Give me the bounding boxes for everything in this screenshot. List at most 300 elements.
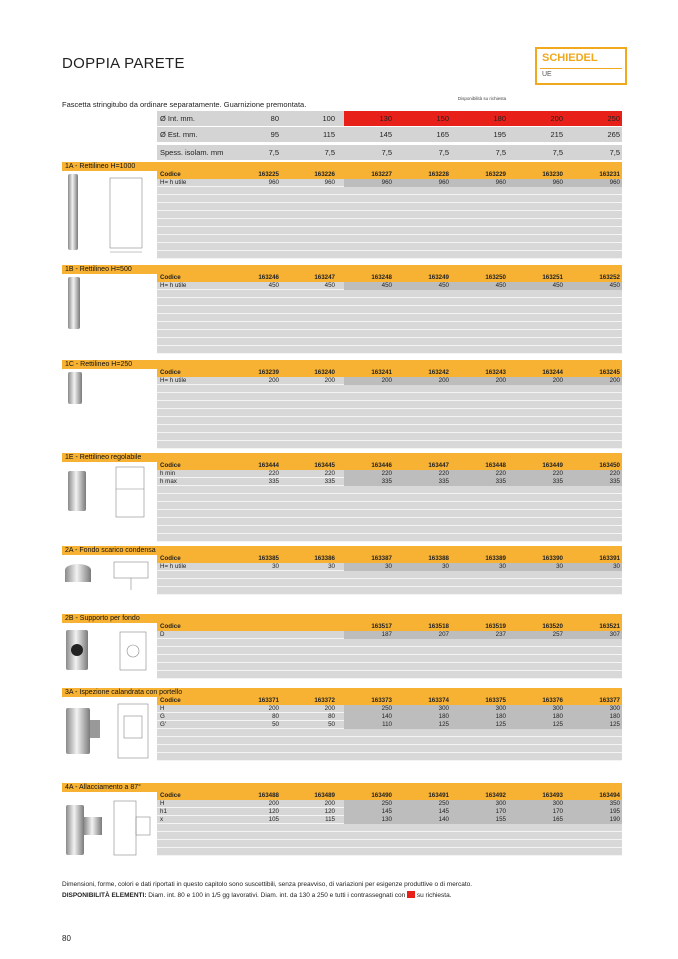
tee-87-icon xyxy=(62,795,154,870)
table-cell: 220 xyxy=(495,470,506,477)
section-title: 1B - Rettilineo H=500 xyxy=(65,266,132,273)
product-code: 163247 xyxy=(314,274,335,281)
product-code: 163242 xyxy=(428,369,449,376)
header-value: 250 xyxy=(607,114,620,123)
base-support-icon xyxy=(62,626,154,686)
table-cell: 250 xyxy=(438,800,449,807)
table-cell: 335 xyxy=(268,478,279,485)
brand-name: SCHIEDEL xyxy=(542,52,598,64)
data-grid xyxy=(157,631,622,679)
table-cell: 200 xyxy=(324,800,335,807)
table-row-empty xyxy=(157,647,622,655)
header-row-label: Ø Est. mm. xyxy=(160,130,198,139)
section-title-band xyxy=(62,783,622,792)
table-cell: 30 xyxy=(613,563,620,570)
product-code: 163252 xyxy=(599,274,620,281)
product-code: 163385 xyxy=(258,555,279,562)
header-value: 195 xyxy=(493,130,506,139)
table-row-empty xyxy=(157,510,622,518)
header-value: 7,5 xyxy=(438,148,449,157)
product-code: 163245 xyxy=(599,369,620,376)
table-row-empty xyxy=(157,663,622,671)
table-cell: 960 xyxy=(324,179,335,186)
row-label: D xyxy=(160,631,165,638)
table-cell: 125 xyxy=(552,721,563,728)
table-cell: 300 xyxy=(552,705,563,712)
intro-text: Fascetta stringitubo da ordinare separatamente. Guarnizione premontata. xyxy=(62,100,307,109)
product-code: 163231 xyxy=(599,171,620,178)
code-label: Codice xyxy=(160,369,181,376)
product-code: 163493 xyxy=(542,792,563,799)
table-cell: 960 xyxy=(609,179,620,186)
table-row xyxy=(157,800,622,808)
header-value: 145 xyxy=(379,130,392,139)
code-row xyxy=(157,462,622,470)
table-row-empty xyxy=(157,251,622,259)
code-label: Codice xyxy=(160,274,181,281)
row-label: h max xyxy=(160,478,177,485)
section-title: 2B - Supporto per fondo xyxy=(65,615,140,622)
table-row-empty xyxy=(157,409,622,417)
row-label: G xyxy=(160,713,165,720)
table-cell: 200 xyxy=(324,705,335,712)
table-row-empty xyxy=(157,824,622,832)
table-cell: 450 xyxy=(609,282,620,289)
table-cell: 960 xyxy=(438,179,449,186)
product-code: 163229 xyxy=(485,171,506,178)
header-value: 200 xyxy=(550,114,563,123)
table-cell: 300 xyxy=(552,800,563,807)
code-row xyxy=(157,274,622,282)
table-cell: 180 xyxy=(552,713,563,720)
table-cell: 450 xyxy=(268,282,279,289)
table-row-empty xyxy=(157,848,622,856)
code-row xyxy=(157,697,622,705)
table-cell: 80 xyxy=(272,713,279,720)
header-value: 7,5 xyxy=(381,148,392,157)
table-cell: 130 xyxy=(381,816,392,823)
product-code: 163225 xyxy=(258,171,279,178)
table-cell: 200 xyxy=(268,800,279,807)
table-row-empty xyxy=(157,417,622,425)
table-row-empty xyxy=(157,338,622,346)
table-row-empty xyxy=(157,235,622,243)
table-row xyxy=(157,705,622,713)
row-label: h min xyxy=(160,470,176,477)
footer-notes xyxy=(62,879,472,901)
header-value: 130 xyxy=(379,114,392,123)
table-cell: 257 xyxy=(552,631,563,638)
table-cell: 145 xyxy=(438,808,449,815)
product-code: 163391 xyxy=(599,555,620,562)
product-code: 163371 xyxy=(258,697,279,704)
data-grid xyxy=(157,377,622,449)
section-title-band xyxy=(62,688,622,697)
table-cell: 120 xyxy=(268,808,279,815)
product-code: 163387 xyxy=(371,555,392,562)
table-cell: 140 xyxy=(438,816,449,823)
table-cell: 200 xyxy=(324,377,335,384)
table-row-empty xyxy=(157,314,622,322)
section-title: 1E - Rettilineo regolabile xyxy=(65,454,142,461)
code-row xyxy=(157,623,622,631)
table-cell: 335 xyxy=(495,478,506,485)
table-cell: 125 xyxy=(495,721,506,728)
product-code: 163239 xyxy=(258,369,279,376)
table-row-empty xyxy=(157,346,622,354)
product-code: 163521 xyxy=(599,623,620,630)
table-cell: 960 xyxy=(552,179,563,186)
header-value: 265 xyxy=(607,130,620,139)
product-code: 163250 xyxy=(485,274,506,281)
code-row xyxy=(157,171,622,179)
section-title-band xyxy=(62,360,622,369)
data-grid xyxy=(157,470,622,542)
table-cell: 300 xyxy=(438,705,449,712)
header-row-label: Spess. isolam. mm xyxy=(160,148,224,157)
data-grid xyxy=(157,563,622,595)
product-code: 163447 xyxy=(428,462,449,469)
table-row-empty xyxy=(157,745,622,753)
table-cell: 220 xyxy=(438,470,449,477)
data-grid xyxy=(157,705,622,761)
header-value: 180 xyxy=(493,114,506,123)
product-code: 163488 xyxy=(258,792,279,799)
product-code: 163520 xyxy=(542,623,563,630)
header-row xyxy=(157,145,622,160)
code-filler xyxy=(197,623,343,631)
table-row xyxy=(157,377,622,385)
table-cell: 450 xyxy=(552,282,563,289)
product-code: 163450 xyxy=(599,462,620,469)
product-code: 163448 xyxy=(485,462,506,469)
straight-pipe-250-icon xyxy=(62,372,154,417)
table-cell: 140 xyxy=(381,713,392,720)
straight-pipe-1000-icon xyxy=(62,174,154,264)
table-cell: 30 xyxy=(442,563,449,570)
row-label: H= h utile xyxy=(160,563,187,570)
table-cell: 125 xyxy=(438,721,449,728)
table-cell: 30 xyxy=(556,563,563,570)
condensate-drain-icon xyxy=(62,558,154,603)
table-row xyxy=(157,470,622,478)
table-cell: 307 xyxy=(609,631,620,638)
table-row-empty xyxy=(157,534,622,542)
table-cell: 237 xyxy=(495,631,506,638)
table-cell: 190 xyxy=(609,816,620,823)
product-code: 163491 xyxy=(428,792,449,799)
red-square-icon xyxy=(407,891,415,898)
table-cell: 187 xyxy=(381,631,392,638)
table-cell: 180 xyxy=(495,713,506,720)
table-cell: 335 xyxy=(324,478,335,485)
table-cell: 180 xyxy=(609,713,620,720)
product-code: 163249 xyxy=(428,274,449,281)
table-row xyxy=(157,808,622,816)
product-code: 163389 xyxy=(485,555,506,562)
table-cell: 145 xyxy=(381,808,392,815)
table-cell: 220 xyxy=(609,470,620,477)
section-title: 1A - Rettilineo H=1000 xyxy=(65,163,136,170)
table-row-empty xyxy=(157,840,622,848)
table-row-empty xyxy=(157,322,622,330)
table-cell: 450 xyxy=(381,282,392,289)
table-cell: 110 xyxy=(382,721,392,728)
table-cell: 960 xyxy=(268,179,279,186)
section-title: 1C - Rettilineo H=250 xyxy=(65,361,133,368)
table-cell: 220 xyxy=(268,470,279,477)
product-code: 163372 xyxy=(314,697,335,704)
header-value: 100 xyxy=(322,114,335,123)
row-label: H= h utile xyxy=(160,377,187,384)
table-cell: 200 xyxy=(552,377,563,384)
product-code: 163519 xyxy=(485,623,506,630)
header-value: 7,5 xyxy=(552,148,563,157)
table-row-empty xyxy=(157,486,622,494)
code-row xyxy=(157,555,622,563)
table-row-empty xyxy=(157,187,622,195)
table-cell: 125 xyxy=(609,721,620,728)
brand-logo xyxy=(535,47,627,85)
table-row-empty xyxy=(157,306,622,314)
product-code: 163251 xyxy=(542,274,563,281)
table-cell: 120 xyxy=(324,808,335,815)
code-label: Codice xyxy=(160,462,181,469)
row-label: H xyxy=(160,800,165,807)
table-row-empty xyxy=(157,502,622,510)
table-cell: 170 xyxy=(552,808,563,815)
product-code: 163374 xyxy=(428,697,449,704)
product-code: 163227 xyxy=(371,171,392,178)
table-cell: 200 xyxy=(438,377,449,384)
table-row-empty xyxy=(157,729,622,737)
table-row-empty xyxy=(157,579,622,587)
adjustable-pipe-icon xyxy=(62,465,154,530)
product-code: 163243 xyxy=(485,369,506,376)
table-cell: 450 xyxy=(438,282,449,289)
header-value: 7,5 xyxy=(609,148,620,157)
product-code: 163518 xyxy=(428,623,449,630)
table-row xyxy=(157,816,622,824)
page-title: DOPPIA PARETE xyxy=(62,55,185,72)
table-cell: 450 xyxy=(324,282,335,289)
section-title-band xyxy=(62,546,622,555)
table-row-empty xyxy=(157,433,622,441)
brand-sub: UE xyxy=(542,71,552,78)
table-cell: 200 xyxy=(495,377,506,384)
footer-availability-end: su richiesta. xyxy=(415,892,452,899)
product-code: 163246 xyxy=(258,274,279,281)
table-cell: 105 xyxy=(268,816,279,823)
table-row xyxy=(157,179,622,187)
header-value: 80 xyxy=(270,114,279,123)
product-code: 163444 xyxy=(258,462,279,469)
table-row-empty xyxy=(157,655,622,663)
table-row-empty xyxy=(157,290,622,298)
product-code: 163248 xyxy=(371,274,392,281)
header-value: 7,5 xyxy=(268,148,279,157)
product-code: 163386 xyxy=(314,555,335,562)
table-row-empty xyxy=(157,298,622,306)
table-cell: 115 xyxy=(325,816,335,823)
table-row-empty xyxy=(157,425,622,433)
table-cell: 335 xyxy=(438,478,449,485)
row-label: H= h utile xyxy=(160,179,187,186)
product-code: 163492 xyxy=(485,792,506,799)
code-label: Codice xyxy=(160,555,181,562)
table-row-empty xyxy=(157,219,622,227)
table-row-empty xyxy=(157,385,622,393)
table-row-empty xyxy=(157,753,622,761)
header-value: 7,5 xyxy=(324,148,335,157)
header-value: 7,5 xyxy=(495,148,506,157)
table-row-empty xyxy=(157,211,622,219)
table-row-empty xyxy=(157,203,622,211)
product-code: 163377 xyxy=(599,697,620,704)
row-label: H= h utile xyxy=(160,282,187,289)
table-cell: 80 xyxy=(328,713,335,720)
product-code: 163494 xyxy=(599,792,620,799)
table-cell: 960 xyxy=(381,179,392,186)
table-cell: 250 xyxy=(381,705,392,712)
product-code: 163449 xyxy=(542,462,563,469)
product-code: 163241 xyxy=(371,369,392,376)
table-cell: 200 xyxy=(268,705,279,712)
table-cell: 30 xyxy=(385,563,392,570)
product-code: 163240 xyxy=(314,369,335,376)
straight-pipe-500-icon xyxy=(62,277,154,342)
table-cell: 200 xyxy=(268,377,279,384)
code-label: Codice xyxy=(160,171,181,178)
table-cell: 30 xyxy=(499,563,506,570)
table-cell: 195 xyxy=(609,808,620,815)
table-row-empty xyxy=(157,526,622,534)
table-cell: 300 xyxy=(495,705,506,712)
table-row-empty xyxy=(157,639,622,647)
table-row-empty xyxy=(157,330,622,338)
table-cell: 335 xyxy=(381,478,392,485)
footer-availability-label: DISPONIBILITÀ ELEMENTI: xyxy=(62,892,147,899)
table-cell: 335 xyxy=(552,478,563,485)
table-row xyxy=(157,478,622,486)
table-cell: 335 xyxy=(609,478,620,485)
row-label: H xyxy=(160,705,165,712)
section-title-band xyxy=(62,265,622,274)
header-row-label: Ø Int. mm. xyxy=(160,114,196,123)
section-title-band xyxy=(62,614,622,623)
table-cell: 30 xyxy=(328,563,335,570)
table-row-empty xyxy=(157,393,622,401)
data-grid xyxy=(157,800,622,856)
code-label: Codice xyxy=(160,697,181,704)
table-cell: 250 xyxy=(381,800,392,807)
section-title: 4A - Allacciamento a 87° xyxy=(65,784,141,791)
table-row xyxy=(157,721,622,729)
product-code: 163244 xyxy=(542,369,563,376)
table-row-empty xyxy=(157,195,622,203)
table-cell: 50 xyxy=(272,721,279,728)
product-code: 163517 xyxy=(371,623,392,630)
table-row xyxy=(157,563,622,571)
table-row xyxy=(157,631,622,639)
product-code: 163445 xyxy=(314,462,335,469)
table-cell: 170 xyxy=(495,808,506,815)
table-row-empty xyxy=(157,401,622,409)
product-code: 163226 xyxy=(314,171,335,178)
table-cell: 350 xyxy=(609,800,620,807)
table-cell: 30 xyxy=(272,563,279,570)
table-cell: 207 xyxy=(438,631,449,638)
table-cell: 220 xyxy=(324,470,335,477)
table-cell: 180 xyxy=(438,713,449,720)
table-cell: 200 xyxy=(609,377,620,384)
brand-divider xyxy=(540,68,622,69)
table-cell: 220 xyxy=(381,470,392,477)
product-code: 163230 xyxy=(542,171,563,178)
table-row xyxy=(157,713,622,721)
code-label: Codice xyxy=(160,792,181,799)
header-value: 115 xyxy=(323,130,335,139)
table-row-empty xyxy=(157,832,622,840)
footer-availability xyxy=(62,890,472,901)
table-row-empty xyxy=(157,518,622,526)
product-code: 163489 xyxy=(314,792,335,799)
product-code: 163490 xyxy=(371,792,392,799)
section-title-band xyxy=(62,453,622,462)
data-grid xyxy=(157,179,622,259)
table-row-empty xyxy=(157,737,622,745)
code-row xyxy=(157,792,622,800)
footer-availability-text: Diam. int. 80 e 100 in 1/5 gg lavorativi. Diam. int. da 130 a 250 e tutti i contrassegnati con xyxy=(146,892,408,899)
data-grid xyxy=(157,282,622,354)
product-code: 163376 xyxy=(542,697,563,704)
footer-disclaimer: Dimensioni, forme, colori e dati riportati in questo capitolo sono suscettibili, senza preavviso, di variazioni per esigenze produttive o di mercato. xyxy=(62,881,473,888)
table-cell: 200 xyxy=(381,377,392,384)
code-row xyxy=(157,369,622,377)
table-cell: 220 xyxy=(552,470,563,477)
table-cell: 50 xyxy=(328,721,335,728)
table-cell: 300 xyxy=(609,705,620,712)
section-title: 2A - Fondo scarico condensa xyxy=(65,547,156,554)
table-row-empty xyxy=(157,441,622,449)
table-row-empty xyxy=(157,587,622,595)
table-row xyxy=(157,282,622,290)
product-code: 163375 xyxy=(485,697,506,704)
section-title: 3A - Ispezione calandrata con portello xyxy=(65,689,183,696)
header-value: 150 xyxy=(436,114,449,123)
header-value: 95 xyxy=(270,130,279,139)
product-code: 163373 xyxy=(371,697,392,704)
row-label: h1 xyxy=(160,808,167,815)
header-value: 215 xyxy=(550,130,563,139)
page-number: 80 xyxy=(62,934,71,943)
table-cell: 960 xyxy=(495,179,506,186)
header-row xyxy=(157,111,622,126)
product-code: 163228 xyxy=(428,171,449,178)
table-row-empty xyxy=(157,571,622,579)
table-row-empty xyxy=(157,227,622,235)
table-row-empty xyxy=(157,494,622,502)
section-title-band xyxy=(62,162,622,171)
table-row-empty xyxy=(157,243,622,251)
table-cell: 155 xyxy=(495,816,506,823)
row-label: x xyxy=(160,816,164,823)
product-code: 163388 xyxy=(428,555,449,562)
inspection-door-icon xyxy=(62,700,154,770)
table-cell: 450 xyxy=(495,282,506,289)
availability-note: Disponibilità su richiesta xyxy=(457,96,507,101)
table-row-empty xyxy=(157,671,622,679)
